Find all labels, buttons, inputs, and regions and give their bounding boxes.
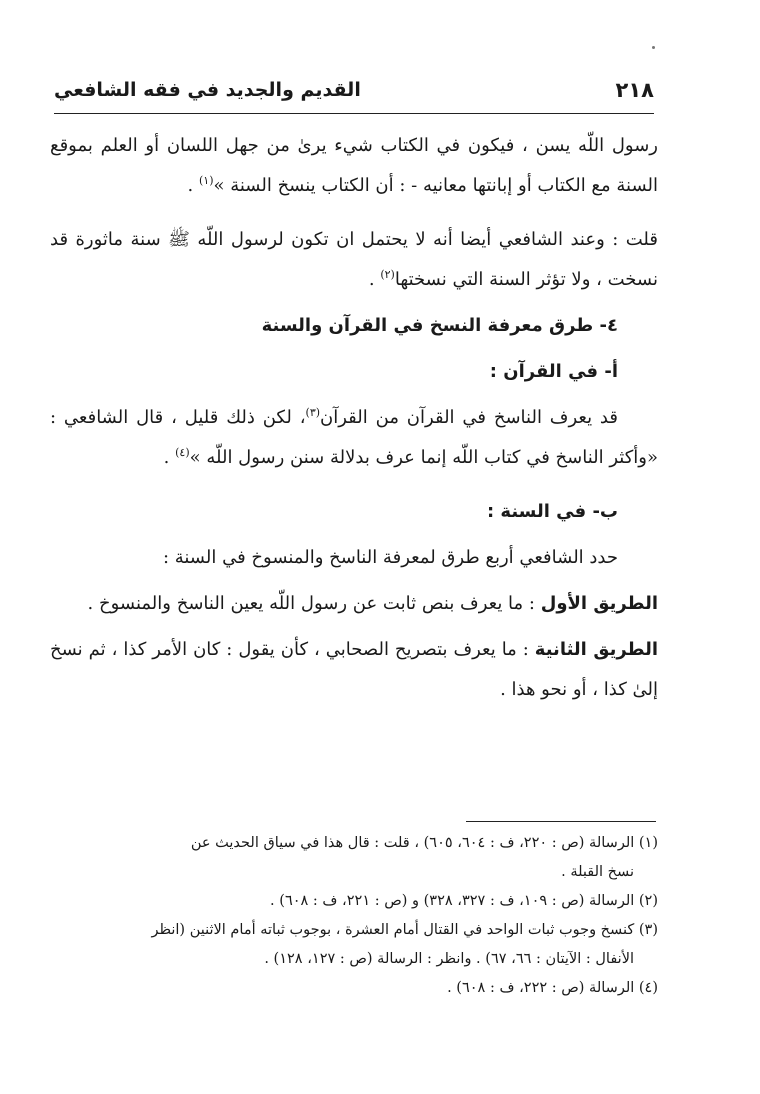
footnote-3: (٣) كنسخ وجوب ثبات الواحد في القتال أمام العشرة ، بوجوب ثباته أمام الاثنين (انظر (151, 922, 658, 938)
paragraph-3: قد يعرف الناسخ في القرآن من القرآن$^{(٣)}$، لكن ذلك قليل ، قال الشافعي : «وأكثر الناسخ في كتاب اللّه إنما عرف بدلالة سنن رسول اللّه »$^{(٤)}$ . (50, 406, 658, 468)
footnote-ref-3: (٣) (305, 406, 321, 419)
subheading-sunnah: ب- في السنة : (486, 501, 618, 522)
running-title: القديم والجديد في فقه الشافعي (54, 79, 361, 101)
paragraph-4: حدد الشافعي أربع طرق لمعرفة الناسخ والمنسوخ في السنة : (162, 547, 618, 568)
footnote-ref-2: (٢) (380, 268, 395, 281)
footnotes (50, 830, 658, 1004)
header-rule (54, 113, 654, 114)
footnote-1: (١) الرسالة (ص : ٢٢٠، ف : ٦٠٤، ٦٠٥) ، قلت : قال هذا في سياق الحديث عن (190, 835, 658, 851)
footnote-2: (٢) الرسالة (ص : ١٠٩، ف : ٣٢٧، ٣٢٨) و (ص : ٢٢١، ف : ٦٠٨) . (270, 893, 658, 909)
page-header (54, 70, 654, 110)
scan-speck (652, 46, 655, 49)
section-heading: ٤- طرق معرفة النسخ في القرآن والسنة (261, 315, 618, 336)
subheading-quran: أ- في القرآن : (489, 361, 618, 382)
way-one-label: الطريق الأول (540, 593, 658, 614)
footnote-ref-4: (٤) (175, 446, 190, 459)
main-text (50, 126, 658, 724)
footnote-ref-1: (١) (198, 174, 214, 187)
paragraph-2: قلت : وعند الشافعي أيضا أنه لا يحتمل ان تكون لرسول اللّه ﷺ سنة ماثورة قد نسخت ، ولا تؤثر السنة التي نسختها$^{(٢)}$ . (50, 229, 658, 290)
footnote-4: (٤) الرسالة (ص : ٢٢٢، ف : ٦٠٨) . (447, 980, 658, 996)
paragraph-1: رسول اللّه يسن ، فيكون في الكتاب شيء يرىٰ من جهل اللسان أو العلم بموقع السنة مع الكتاب أو إبانتها معانيه - : أن الكتاب ينسخ السنة »$^{(١)}$ . (50, 135, 658, 196)
footnote-1-continued: نسخ القبلة . (561, 864, 634, 880)
footnote-3-continued: الأنفال : الآيتان : ٦٦، ٦٧) . وانظر : الرسالة (ص : ١٢٧، ١٢٨) . (264, 951, 634, 967)
way-two: الطريق الثانية : ما يعرف بتصريح الصحابي ، كأن يقول : كان الأمر كذا ، ثم نسخ إلىٰ كذا ، أو نحو هذا . (50, 639, 658, 700)
way-one: الطريق الأول : ما يعرف بنص ثابت عن رسول اللّه يعين الناسخ والمنسوخ . (87, 593, 658, 614)
way-two-label: الطريق الثانية (534, 639, 658, 660)
footnote-rule (466, 821, 656, 822)
page-number: ٢١٨ (615, 78, 654, 102)
